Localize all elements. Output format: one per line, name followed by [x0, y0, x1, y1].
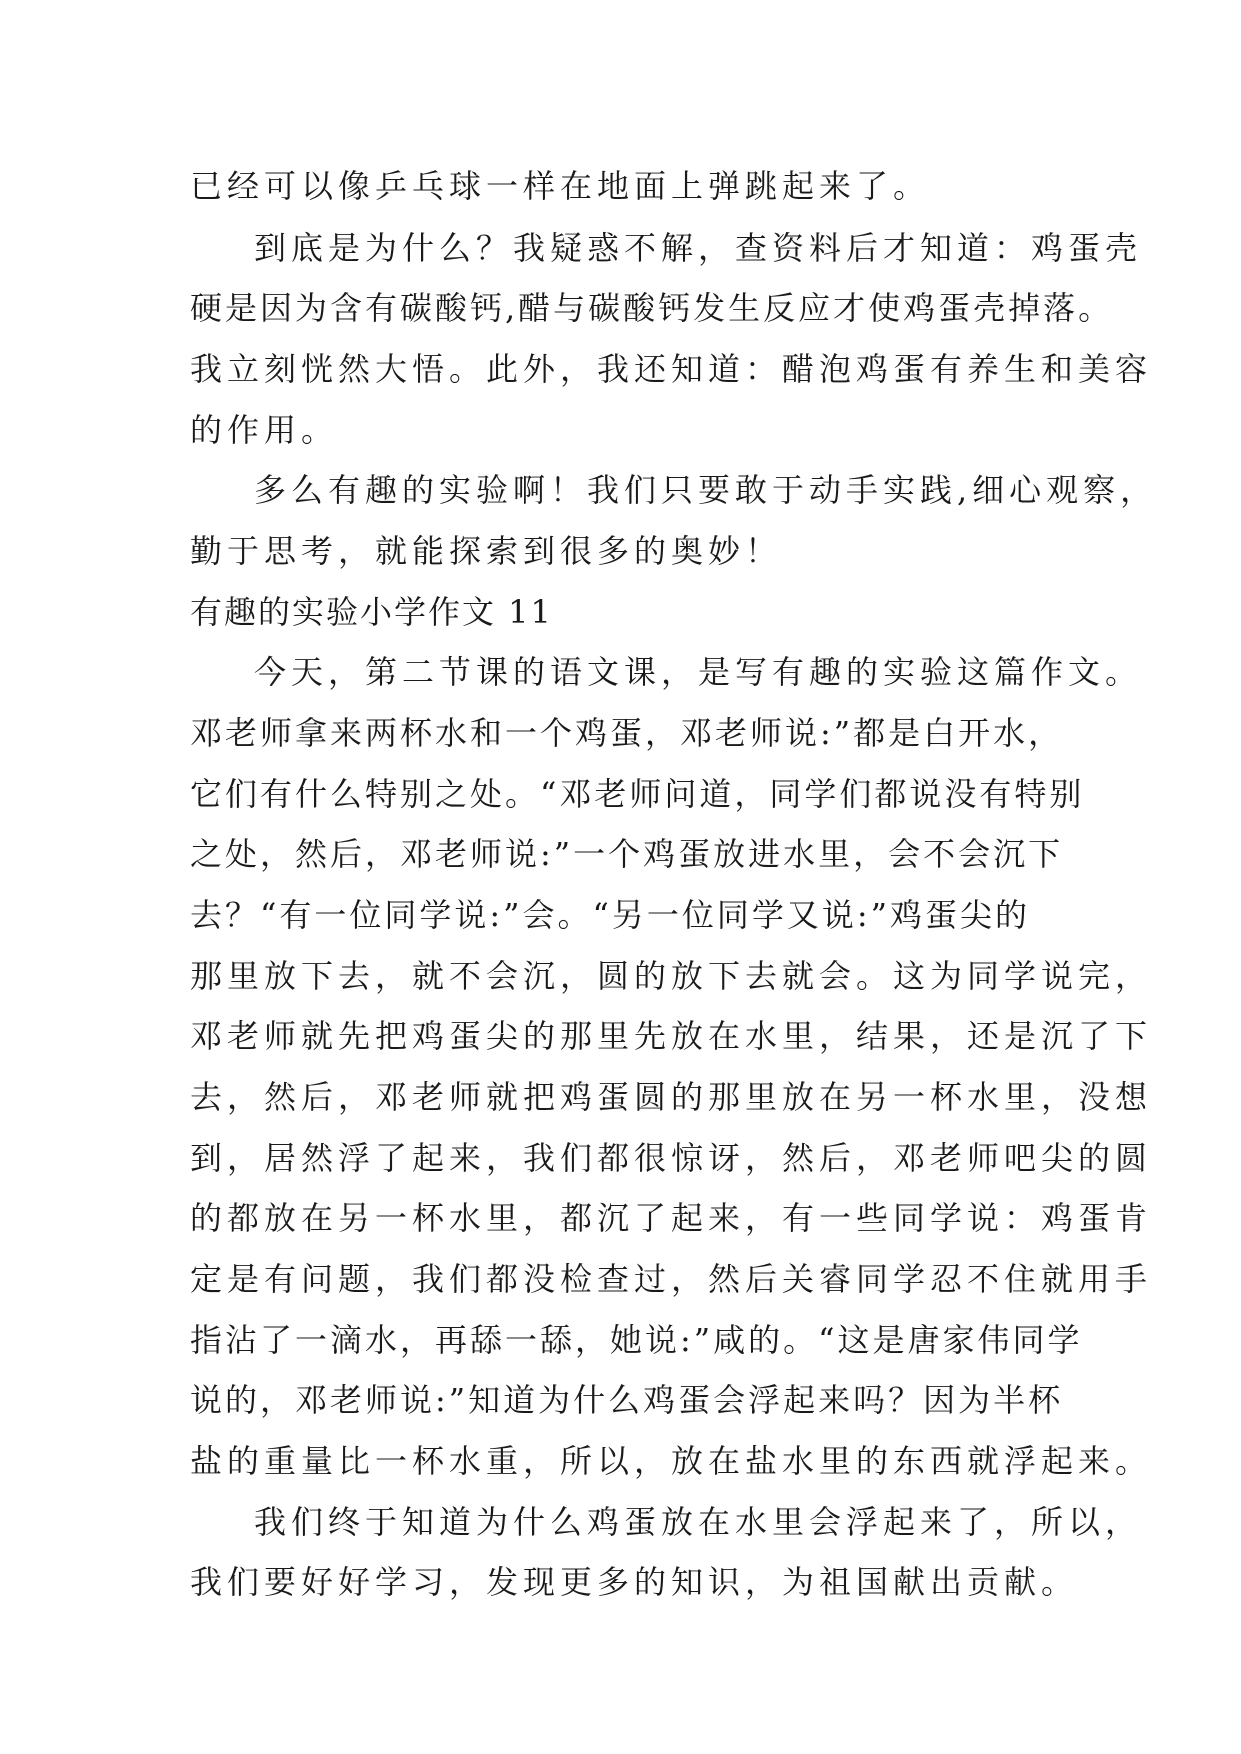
text-line: 的作用。: [190, 411, 339, 449]
text-line: 硬是因为含有碳酸钙,醋与碳酸钙发生反应才使鸡蛋壳掉落。: [190, 289, 1114, 327]
text-line: 勤于思考，就能探索到很多的奥妙！: [190, 532, 783, 570]
text-line: 去？“有一位同学说:”会。“另一位同学又说:”鸡蛋尖的: [190, 896, 1031, 934]
paragraph-start: 今天，第二节课的语文课，是写有趣的实验这篇作文。: [254, 653, 1143, 691]
text-line: 它们有什么特别之处。“邓老师问道，同学们都说没有特别: [190, 775, 1085, 813]
text-line: 定是有问题，我们都没检查过，然后关睿同学忍不住就用手: [190, 1260, 1153, 1298]
text-line: 已经可以像乒乓球一样在地面上弹跳起来了。: [190, 167, 931, 205]
text-line: 说的，邓老师说:”知道为什么鸡蛋会浮起来吗？因为半杯: [190, 1381, 1064, 1419]
text-line: 盐的重量比一杯水重，所以，放在盐水里的东西就浮起来。: [190, 1442, 1153, 1480]
text-line: 我们要好好学习，发现更多的知识，为祖国献出贡献。: [190, 1563, 1079, 1601]
text-line: 之处，然后，邓老师说:”一个鸡蛋放进水里，会不会沉下: [190, 835, 1064, 873]
text-line: 我立刻恍然大悟。此外，我还知道：醋泡鸡蛋有养生和美容: [190, 350, 1153, 388]
text-line: 指沾了一滴水，再舔一舔，她说:”咸的。“这是唐家伟同学: [190, 1321, 1083, 1359]
text-line: 邓老师就先把鸡蛋尖的那里先放在水里，结果，还是沉了下: [190, 1017, 1153, 1055]
text-line: 的都放在另一杯水里，都沉了起来，有一些同学说：鸡蛋肯: [190, 1199, 1153, 1237]
paragraph-start: 多么有趣的实验啊！我们只要敢于动手实践,细心观察，: [254, 471, 1158, 509]
text-line: 到，居然浮了起来，我们都很惊讶，然后，邓老师吧尖的圆: [190, 1139, 1153, 1177]
text-line: 那里放下去，就不会沉，圆的放下去就会。这为同学说完，: [190, 957, 1153, 995]
paragraph-start: 到底是为什么？我疑惑不解，查资料后才知道：鸡蛋壳: [254, 229, 1143, 267]
text-line: 去，然后，邓老师就把鸡蛋圆的那里放在另一杯水里，没想: [190, 1078, 1153, 1116]
text-line: 邓老师拿来两杯水和一个鸡蛋，邓老师说:”都是白开水，: [190, 714, 1064, 752]
section-title: 有趣的实验小学作文 11: [190, 593, 553, 631]
paragraph-start: 我们终于知道为什么鸡蛋放在水里会浮起来了，所以，: [254, 1503, 1143, 1541]
